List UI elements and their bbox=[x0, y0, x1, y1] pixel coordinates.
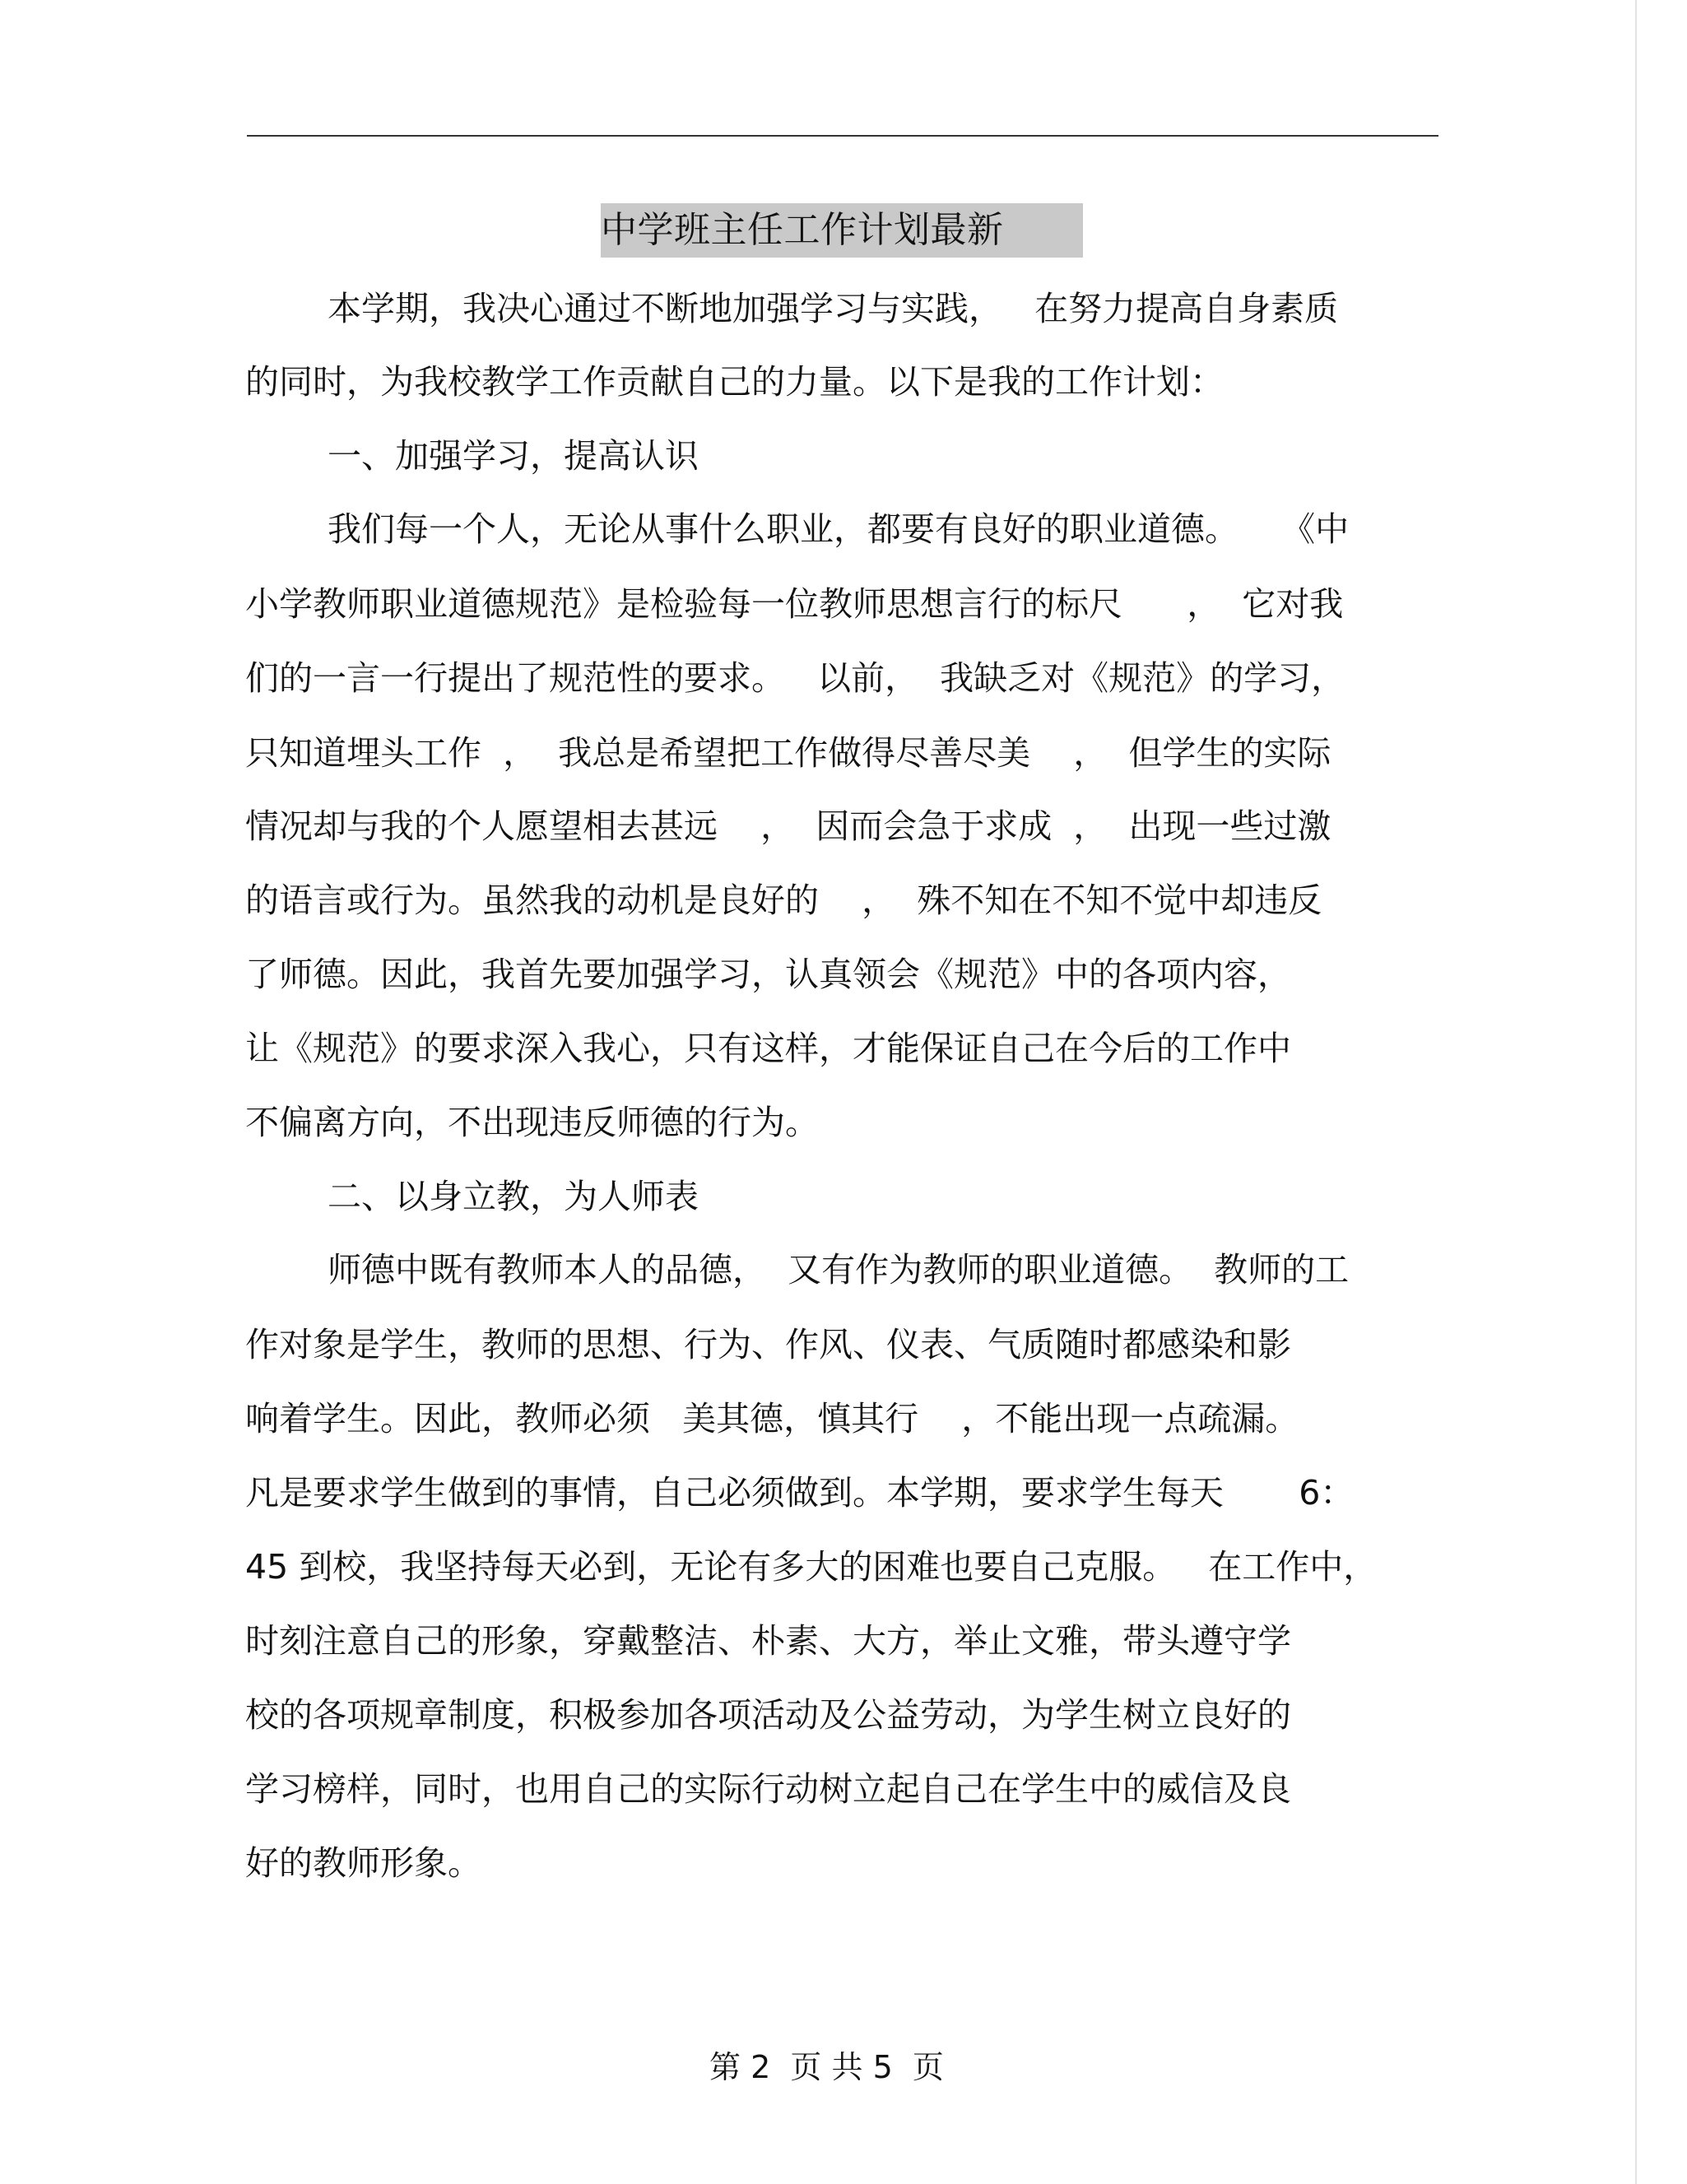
body-line: 校的各项规章制度，积极参加各项活动及公益劳动，为学生树立良好的 bbox=[245, 1695, 1291, 1735]
body-line: 的语言或行为。虽然我的动机是良好的 ， 殊不知在不知不觉中却违反 bbox=[245, 881, 1322, 920]
body-line: 只知道埋头工作 ， 我总是希望把工作做得尽善尽美 ， 但学生的实际 bbox=[245, 733, 1331, 773]
body-line: 的同时，为我校教学工作贡献自己的力量。以下是我的工作计划： bbox=[245, 362, 1224, 402]
document-title: 中学班主任工作计划最新 bbox=[601, 203, 1083, 258]
body-line: 让《规范》的要求深入我心，只有这样，才能保证自己在今后的工作中 bbox=[245, 1029, 1291, 1068]
body-line: 师德中既有教师本人的品德， 又有作为教师的职业道德。 教师的工 bbox=[328, 1250, 1350, 1289]
section-heading: 二、以身立教，为人师表 bbox=[328, 1177, 699, 1216]
body-line: 时刻注意自己的形象，穿戴整洁、朴素、大方，举止文雅，带头遵守学 bbox=[245, 1621, 1291, 1661]
body-line: 本学期，我决心通过不断地加强学习与实践， 在努力提高自身素质 bbox=[328, 289, 1339, 328]
body-line: 作对象是学生，教师的思想、行为、作风、仪表、气质随时都感染和影 bbox=[245, 1325, 1291, 1364]
body-line: 小学教师职业道德规范》是检验每一位教师思想言行的标尺 ， 它对我 bbox=[245, 584, 1344, 624]
body-line: 了师德。因此，我首先要加强学习，认真领会《规范》中的各项内容， bbox=[245, 955, 1291, 994]
section-heading: 一、加强学习，提高认识 bbox=[328, 436, 699, 476]
body-line: 45 到校，我坚持每天必到，无论有多大的困难也要自己克服。 在工作中， bbox=[245, 1547, 1378, 1587]
page-edge-divider bbox=[1635, 0, 1637, 2184]
page-footer: 第 2 页 共 5 页 bbox=[709, 2049, 944, 2085]
body-line: 学习榜样，同时，也用自己的实际行动树立起自己在学生中的威信及良 bbox=[245, 1769, 1291, 1809]
body-line: 我们每一个人，无论从事什么职业，都要有良好的职业道德。 《中 bbox=[328, 509, 1350, 549]
body-line: 响着学生。因此，教师必须 美其德，慎其行 ，不能出现一点疏漏。 bbox=[245, 1399, 1299, 1438]
body-line: 好的教师形象。 bbox=[245, 1843, 481, 1883]
header-rule bbox=[247, 135, 1438, 137]
body-line: 们的一言一行提出了规范性的要求。 以前， 我缺乏对《规范》的学习， bbox=[245, 658, 1345, 698]
body-line: 凡是要求学生做到的事情，自己必须做到。本学期，要求学生每天 6： bbox=[245, 1473, 1355, 1513]
body-line: 情况却与我的个人愿望相去甚远 ， 因而会急于求成 ， 出现一些过激 bbox=[245, 806, 1331, 846]
body-line: 不偏离方向，不出现违反师德的行为。 bbox=[245, 1103, 819, 1142]
